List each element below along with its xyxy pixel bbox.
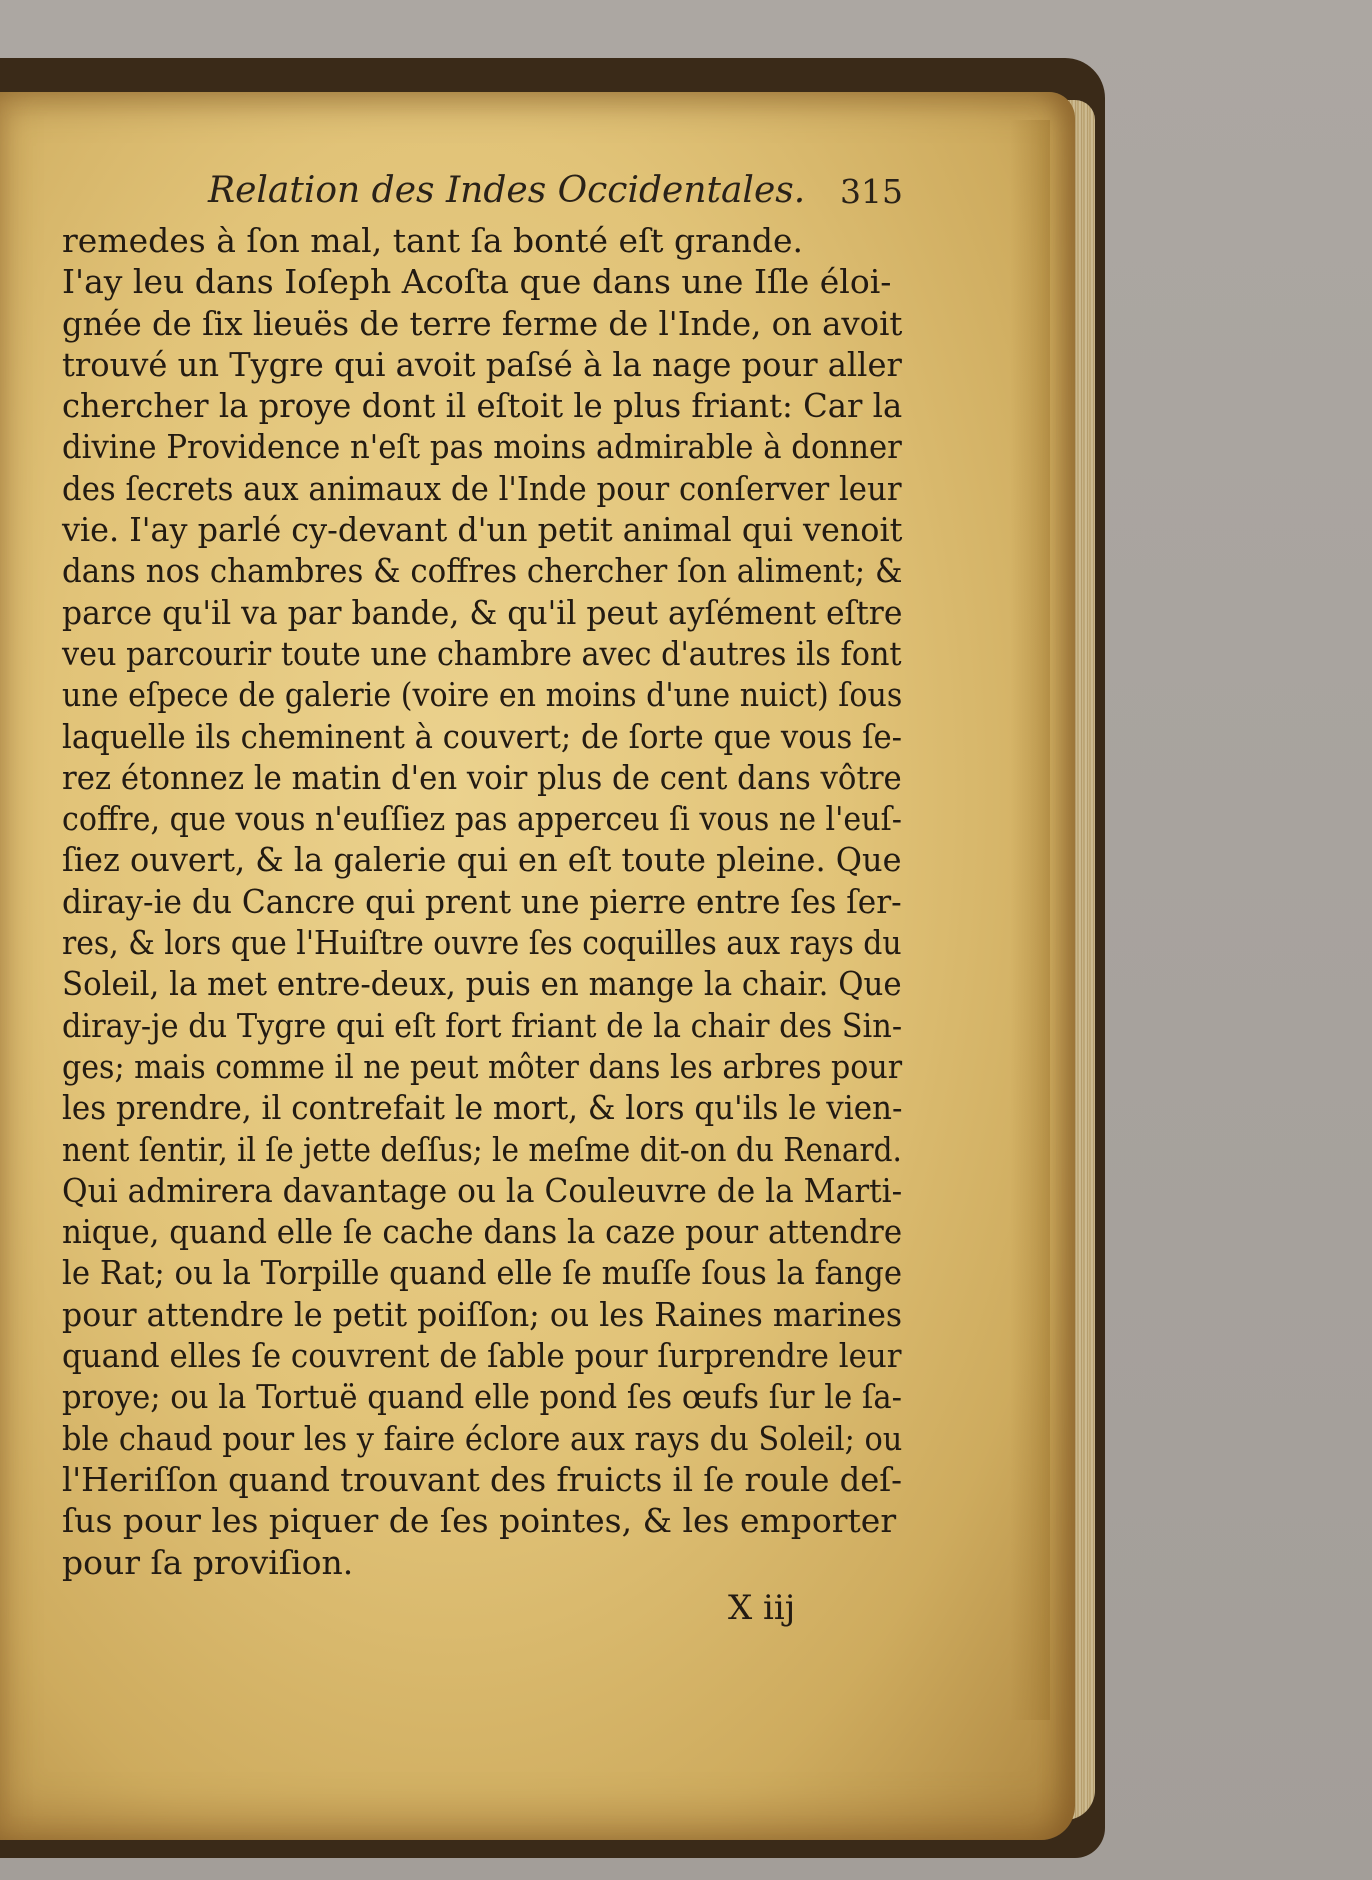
text-line: pour attendre le petit poiſſon; ou les Raines marines [62, 1294, 903, 1334]
text-line: divine Providence n'eſt pas moins admirable à donner [62, 427, 902, 467]
text-line: nique, quand elle ſe cache dans la caze pour attendre [62, 1212, 903, 1252]
text-line: Soleil, la met entre-deux, puis en mange la chair. Que [62, 964, 902, 1004]
text-line: quand elles ſe couvrent de ſable pour ſurprendre leur [62, 1336, 902, 1376]
text-line: I'ay leu dans Ioſeph Acoſta que dans une Iſle éloi- [62, 262, 892, 302]
text-line: diray-je du Tygre qui eſt fort friant de la chair des Sin- [62, 1005, 903, 1045]
text-line: laquelle ils cheminent à couvert; de ſorte que vous ſe- [62, 716, 903, 756]
text-line: veu parcourir toute une chambre avec d'autres ils font [62, 633, 902, 673]
body-text [62, 220, 902, 1583]
text-line: Qui admirera davantage ou la Couleuvre de la Marti- [62, 1170, 903, 1210]
text-line: ges; mais comme il ne peut môter dans les arbres pour [62, 1046, 903, 1086]
text-line: remedes à ſon mal, tant ſa bonté eſt grande. [62, 221, 804, 260]
text-line: ſus pour les piquer de ſes pointes, & les emporter [62, 1501, 897, 1541]
running-head: Relation des Indes Occidentales. [208, 170, 806, 211]
text-line: ſiez ouvert, & la galerie qui en eſt toute pleine. Que [62, 840, 902, 880]
text-line: coffre, que vous n'euſſiez pas apperceu ſi vous ne l'euſ- [62, 799, 902, 839]
text-line: proye; ou la Tortuë quand elle pond ſes œufs ſur le ſa- [62, 1377, 902, 1417]
text-line: trouvé un Tygre qui avoit paſsé à la nage pour aller [62, 344, 902, 384]
text-line: gnée de ſix lieuës de terre ferme de l'Inde, on avoit [62, 303, 903, 343]
text-line: rez étonnez le matin d'en voir plus de cent dans vôtre [62, 757, 902, 797]
text-line: dans nos chambres & coffres chercher ſon aliment; & [62, 551, 903, 591]
text-line: le Rat; ou la Torpille quand elle ſe muſſe ſous la fange [62, 1253, 903, 1293]
signature-mark: X iij [728, 1588, 796, 1628]
text-line: vie. I'ay parlé cy-devant d'un petit animal qui venoit [62, 510, 903, 550]
text-line: l'Heriſſon quand trouvant des fruicts il ſe roule deſ- [62, 1459, 903, 1499]
page-number: 315 [840, 172, 903, 211]
page-stain [1010, 120, 1050, 1720]
text-line: pour ſa proviſion. [62, 1542, 354, 1582]
text-line: les prendre, il contrefait le mort, & lors qu'ils le vien- [62, 1088, 903, 1128]
text-line: chercher la proye dont il eſtoit le plus friant: Car la [62, 386, 903, 426]
text-line: diray-ie du Cancre qui prent une pierre entre ſes ſer- [62, 881, 902, 921]
text-line: des ſecrets aux animaux de l'Inde pour conſerver leur [62, 468, 902, 508]
text-line: parce qu'il va par bande, & qu'il peut ayſément eſtre [62, 592, 903, 632]
text-line: res, & lors que l'Huiſtre ouvre ſes coquilles aux rays du [62, 923, 902, 963]
text-line: ble chaud pour les y faire éclore aux rays du Soleil; ou [62, 1418, 903, 1458]
text-line: une eſpece de galerie (voire en moins d'une nuict) ſous [62, 675, 903, 715]
text-line: nent ſentir, il ſe jette deſſus; le meſme dit-on du Renard. [62, 1129, 902, 1169]
